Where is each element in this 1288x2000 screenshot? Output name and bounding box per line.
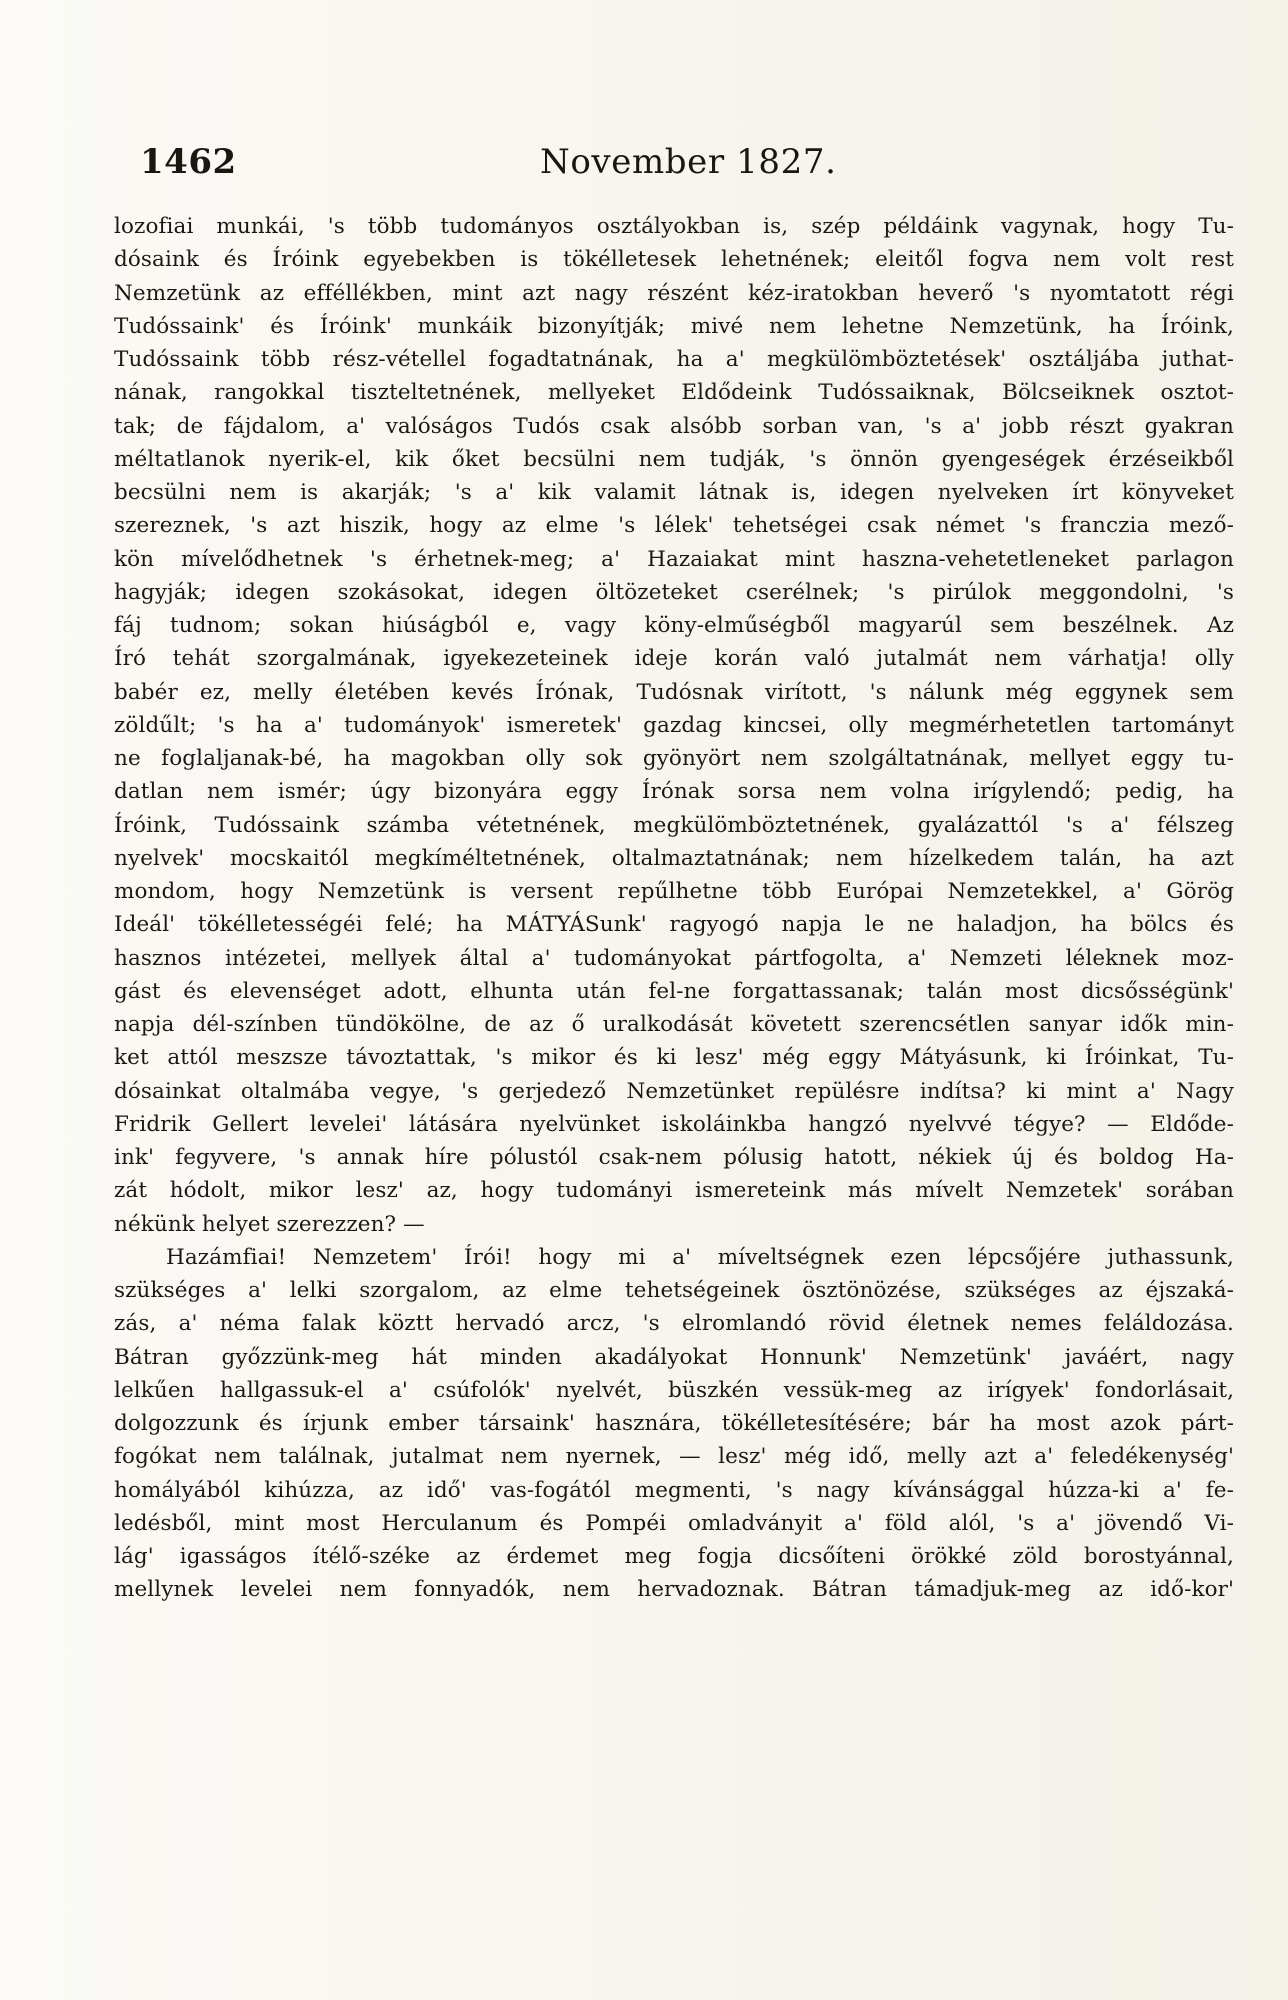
text-line: fogókat nem találnak, jutalmat nem nyernek, — lesz' még idő, melly azt a' feledékenység'	[114, 1444, 1234, 1470]
text-line: ledésből, mint most Herculanum és Pompéi omladványit a' föld alól, 's a' jövendő Vi-	[114, 1510, 1234, 1536]
text-line: Tudóssaink több rész-vétellel fogadtatnának, ha a' megkülömböztetések' osztáljába juthat-	[114, 347, 1234, 372]
text-line: ne foglaljanak-bé, ha magokban olly sok gyönyört nem szolgáltatnának, mellyet eggy tu-	[114, 746, 1234, 771]
text-line: homályából kihúzza, az idő' vas-fogától megmenti, 's nagy kívánsággal húzza-ki a' fe-	[114, 1477, 1234, 1503]
text-line: dósainkat oltalmába vegye, 's gerjedező Nemzetünket repülésre indítsa? ki mint a' Nagy	[114, 1078, 1234, 1104]
text-line: dósaink és Íróink egyebekben is tökélletesek lehetnének; eleitől fogva nem volt rest	[114, 247, 1234, 273]
text-line: méltatlanok nyerik-el, kik őket becsülni nem tudják, 's önnön gyengeségek érzéseikből	[114, 446, 1234, 472]
text-line: Íróink, Tudóssaink számba vétetnének, megkülömböztetnének, gyalázattól 's a' félszeg	[114, 812, 1234, 838]
text-line: ink' fegyvere, 's annak híre pólustól csak-nem pólusig hatott, nékiek új és boldog Ha-	[114, 1145, 1234, 1170]
text-line: dolgozzunk és írjunk ember társaink' hasznára, tökélletesítésére; bár ha most azok párt-	[114, 1411, 1234, 1436]
paragraph	[114, 1241, 1234, 1607]
text-line: babér ez, melly életében kevés Írónak, Tudósnak virított, 's nálunk még eggynek sem	[114, 679, 1234, 705]
text-line: datlan nem ismér; úgy bizonyára eggy Írónak sorsa nem volna irígylendő; pedig, ha	[114, 779, 1234, 805]
text-line: Nemzetünk az efféllékben, mint azt nagy részént kéz-iratokban heverő 's nyomtatott régi	[114, 280, 1234, 306]
text-line: lozofiai munkái, 's több tudományos osztályokban is, szép példáink vagynak, hogy Tu-	[114, 214, 1234, 239]
text-line: Író tehát szorgalmának, igyekezeteinek ideje korán való jutalmát nem várhatja! olly	[114, 646, 1234, 672]
text-line: tak; de fájdalom, a' valóságos Tudós csak alsóbb sorban van, 's a' jobb részt gyakran	[114, 413, 1234, 439]
text-line: fáj tudnom; sokan hiúságból e, vagy köny-elműségből magyarúl sem beszélnek. Az	[114, 613, 1234, 638]
paragraph	[114, 210, 1234, 1241]
text-line: Hazámfiai! Nemzetem' Írói! hogy mi a' míveltségnek ezen lépcsőjére juthassunk,	[166, 1244, 1234, 1270]
text-line: hasznos intézetei, mellyek által a' tudományokat pártfogolta, a' Nemzeti léleknek moz-	[114, 945, 1234, 971]
text-line: zás, a' néma falak köztt hervadó arcz, 's elromlandó rövid életnek nemes feláldozása.	[114, 1311, 1234, 1337]
text-line: becsülni nem is akarják; 's a' kik valamit látnak is, idegen nyelveken írt könyveket	[114, 480, 1234, 505]
text-line: mellynek levelei nem fonnyadók, nem hervadoznak. Bátran támadjuk-meg az idő-kor'	[114, 1577, 1234, 1603]
text-line: Bátran győzzünk-meg hát minden akadályokat Honnunk' Nemzetünk' javáért, nagy	[114, 1344, 1234, 1370]
text-line: ket attól meszsze távoztattak, 's mikor és ki lesz' még eggy Mátyásunk, ki Íróinkat, Tu-	[114, 1045, 1234, 1071]
text-line: mondom, hogy Nemzetünk is versent repűlhetne több Európai Nemzetekkel, a' Görög	[114, 879, 1234, 904]
text-line: zöldűlt; 's ha a' tudományok' ismeretek' gazdag kincsei, olly megmérhetetlen tartományt	[114, 712, 1234, 738]
text-line: lág' igasságos ítélő-széke az érdemet meg fogja dicsőíteni örökké zöld borostyánnal,	[114, 1544, 1234, 1569]
text-line: szereznek, 's azt hiszik, hogy az elme 's lélek' tehetségei csak német 's franczia mező-	[114, 513, 1234, 539]
text-line: lelkűen hallgassuk-el a' csúfolók' nyelvét, büszkén vessük-meg az irígyek' fondorlásait,	[114, 1377, 1234, 1403]
text-line: nékünk helyet szerezzen? —	[114, 1211, 425, 1237]
body-text	[114, 210, 1234, 1607]
running-head: November 1827.	[540, 142, 837, 182]
text-line: napja dél-színben tündökölne, de az ő uralkodását követett szerencsétlen sanyar idők min-	[114, 1012, 1234, 1037]
text-line: Fridrik Gellert levelei' látására nyelvünket iskoláinkba hangzó nyelvvé tégye? — Eldőde-	[114, 1111, 1234, 1137]
text-line: hagyják; idegen szokásokat, idegen öltözeteket cserélnek; 's pirúlok meggondolni, 's	[114, 579, 1234, 605]
text-line: szükséges a' lelki szorgalom, az elme tehetségeinek ösztönözése, szükséges az éjszaká-	[114, 1278, 1234, 1303]
text-line: kön mívelődhetnek 's érhetnek-meg; a' Hazaiakat mint haszna-vehetetleneket parlagon	[114, 546, 1234, 572]
text-line: nának, rangokkal tiszteltetnének, mellyeket Eldődeink Tudóssaiknak, Bölcseiknek osztot-	[114, 380, 1234, 406]
text-line: Tudóssaink' és Íróink' munkáik bizonyítják; mivé nem lehetne Nemzetünk, ha Íróink,	[114, 313, 1234, 339]
text-line: Ideál' tökélletességéi felé; ha MÁTYÁSunk' ragyogó napja le ne haladjon, ha bölcs és	[114, 912, 1234, 938]
page-number: 1462	[140, 142, 237, 182]
text-line: zát hódolt, mikor lesz' az, hogy tudományi ismereteink más mívelt Nemzetek' sorában	[114, 1178, 1234, 1204]
text-line: gást és elevenséget adott, elhunta után fel-ne forgattassanak; talán most dicsősségünk'	[114, 978, 1234, 1004]
text-line: nyelvek' mocskaitól megkíméltetnének, oltalmaztatnának; nem hízelkedem talán, ha azt	[114, 845, 1234, 871]
